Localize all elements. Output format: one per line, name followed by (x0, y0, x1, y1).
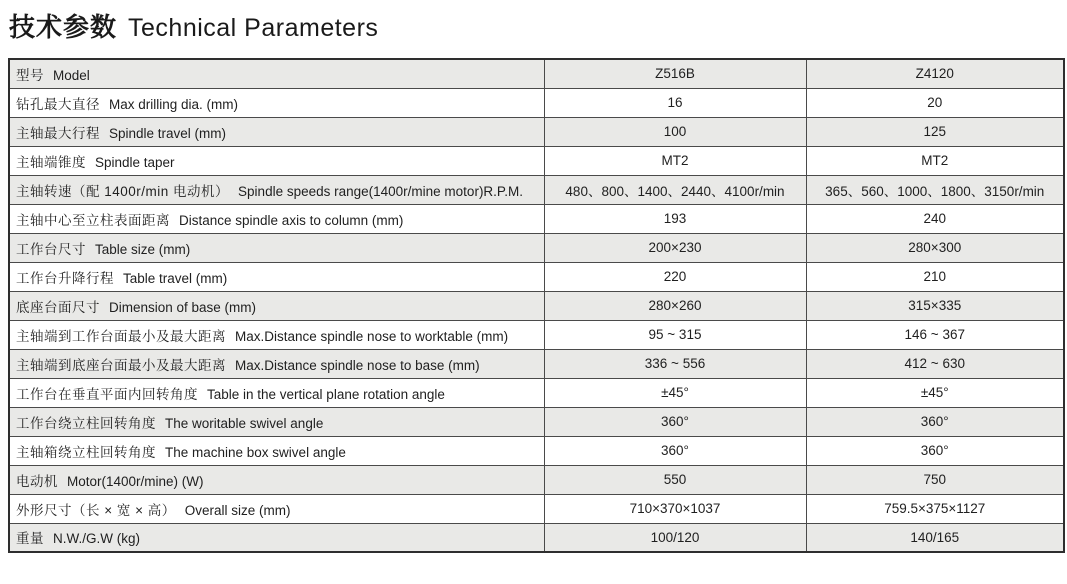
param-value-z4120: 365、560、1000、1800、3150r/min (806, 175, 1064, 204)
param-label-en: Overall size (mm) (184, 502, 291, 518)
param-label-cell (9, 349, 544, 378)
param-label-cell (9, 59, 544, 88)
param-value-z516b: 200×230 (544, 233, 806, 262)
param-label-zh: 主轴最大行程 (16, 125, 100, 141)
param-label-en: Table in the vertical plane rotation angle (207, 386, 445, 402)
param-value-z516b: 280×260 (544, 291, 806, 320)
param-label-cell (9, 262, 544, 291)
param-label-en: Table travel (mm) (123, 270, 228, 286)
param-value-z516b: 95 ~ 315 (544, 320, 806, 349)
param-label-en: Max.Distance spindle nose to worktable (mm) (235, 328, 509, 344)
param-value-z516b: 193 (544, 204, 806, 233)
param-value-z4120: 360° (806, 407, 1064, 436)
param-label-en: Max.Distance spindle nose to base (mm) (235, 357, 480, 373)
table-row (9, 436, 1064, 465)
param-label-cell (9, 494, 544, 523)
param-label-en: Table size (mm) (95, 241, 191, 257)
param-value-z4120: 20 (806, 88, 1064, 117)
param-value-z516b: 220 (544, 262, 806, 291)
param-label-cell (9, 146, 544, 175)
table-row (9, 117, 1064, 146)
param-value-z4120: 210 (806, 262, 1064, 291)
page-title (9, 7, 378, 44)
param-value-z516b: ±45° (544, 378, 806, 407)
param-label-cell (9, 233, 544, 262)
param-label-en: The woritable swivel angle (165, 415, 324, 431)
param-value-z4120: ±45° (806, 378, 1064, 407)
param-label-cell (9, 407, 544, 436)
table-row (9, 175, 1064, 204)
param-value-z516b: 360° (544, 436, 806, 465)
param-value-z516b: MT2 (544, 146, 806, 175)
param-label-zh: 电动机 (16, 473, 58, 489)
param-value-z4120: 360° (806, 436, 1064, 465)
table-row (9, 494, 1064, 523)
param-label-en: Spindle travel (mm) (109, 125, 227, 141)
param-label-cell (9, 204, 544, 233)
param-value-z4120: 240 (806, 204, 1064, 233)
param-label-cell (9, 320, 544, 349)
param-value-z4120: Z4120 (806, 59, 1064, 88)
param-value-z516b: 480、800、1400、2440、4100r/min (544, 175, 806, 204)
param-value-z4120: 125 (806, 117, 1064, 146)
param-value-z4120: 315×335 (806, 291, 1064, 320)
param-label-zh: 重量 (16, 531, 44, 547)
param-label-en: Max drilling dia. (mm) (109, 96, 239, 112)
param-label-zh: 工作台升降行程 (16, 270, 114, 286)
table-row (9, 204, 1064, 233)
param-value-z516b: 710×370×1037 (544, 494, 806, 523)
param-value-z4120: 280×300 (806, 233, 1064, 262)
param-label-zh: 钻孔最大直径 (16, 96, 100, 112)
param-label-cell (9, 436, 544, 465)
param-value-z4120: 412 ~ 630 (806, 349, 1064, 378)
param-label-zh: 主轴端锥度 (16, 154, 86, 170)
param-label-en: Spindle speeds range(1400r/mine motor)R.P.M. (238, 183, 523, 199)
table-row (9, 465, 1064, 494)
param-label-en: Model (53, 67, 90, 83)
param-value-z516b: 550 (544, 465, 806, 494)
param-label-zh: 外形尺寸（长 × 宽 × 高） (16, 502, 176, 518)
table-row (9, 88, 1064, 117)
param-label-cell (9, 291, 544, 320)
param-label-cell (9, 88, 544, 117)
param-label-zh: 工作台尺寸 (16, 241, 86, 257)
param-label-cell (9, 117, 544, 146)
table-row (9, 291, 1064, 320)
param-label-cell (9, 523, 544, 552)
param-label-zh: 主轴端到工作台面最小及最大距离 (16, 328, 226, 344)
table-row (9, 407, 1064, 436)
table-body (9, 59, 1064, 552)
param-label-en: Distance spindle axis to column (mm) (179, 212, 404, 228)
param-value-z516b: 100 (544, 117, 806, 146)
table-row (9, 262, 1064, 291)
param-label-en: Motor(1400r/mine) (W) (67, 473, 204, 489)
table-row (9, 320, 1064, 349)
param-label-zh: 主轴端到底座台面最小及最大距离 (16, 357, 226, 373)
param-value-z4120: 140/165 (806, 523, 1064, 552)
table-row (9, 146, 1064, 175)
param-label-cell (9, 378, 544, 407)
param-label-en: The machine box swivel angle (165, 444, 346, 460)
param-value-z516b: 16 (544, 88, 806, 117)
param-label-cell (9, 175, 544, 204)
param-label-zh: 底座台面尺寸 (16, 299, 100, 315)
param-value-z516b: 100/120 (544, 523, 806, 552)
table-row (9, 233, 1064, 262)
technical-parameters-table (8, 58, 1065, 553)
table-row (9, 349, 1064, 378)
param-label-cell (9, 465, 544, 494)
param-label-zh: 工作台绕立柱回转角度 (16, 415, 156, 431)
page-title-en: Technical Parameters (128, 14, 379, 42)
table-row (9, 59, 1064, 88)
param-label-en: Spindle taper (95, 154, 175, 170)
param-value-z516b: 360° (544, 407, 806, 436)
param-label-zh: 主轴转速（配 1400r/min 电动机） (16, 183, 230, 199)
page-title-zh: 技术参数 (9, 12, 118, 42)
param-value-z516b: Z516B (544, 59, 806, 88)
param-value-z4120: 759.5×375×1127 (806, 494, 1064, 523)
param-label-en: Dimension of base (mm) (109, 299, 257, 315)
param-label-zh: 主轴箱绕立柱回转角度 (16, 444, 156, 460)
param-value-z516b: 336 ~ 556 (544, 349, 806, 378)
param-value-z4120: 146 ~ 367 (806, 320, 1064, 349)
param-label-zh: 主轴中心至立柱表面距离 (16, 212, 170, 228)
param-label-en: N.W./G.W (kg) (53, 531, 140, 547)
param-value-z4120: MT2 (806, 146, 1064, 175)
param-label-zh: 型号 (16, 67, 44, 83)
param-label-zh: 工作台在垂直平面内回转角度 (16, 386, 198, 402)
table-row (9, 378, 1064, 407)
table-row (9, 523, 1064, 552)
param-value-z4120: 750 (806, 465, 1064, 494)
